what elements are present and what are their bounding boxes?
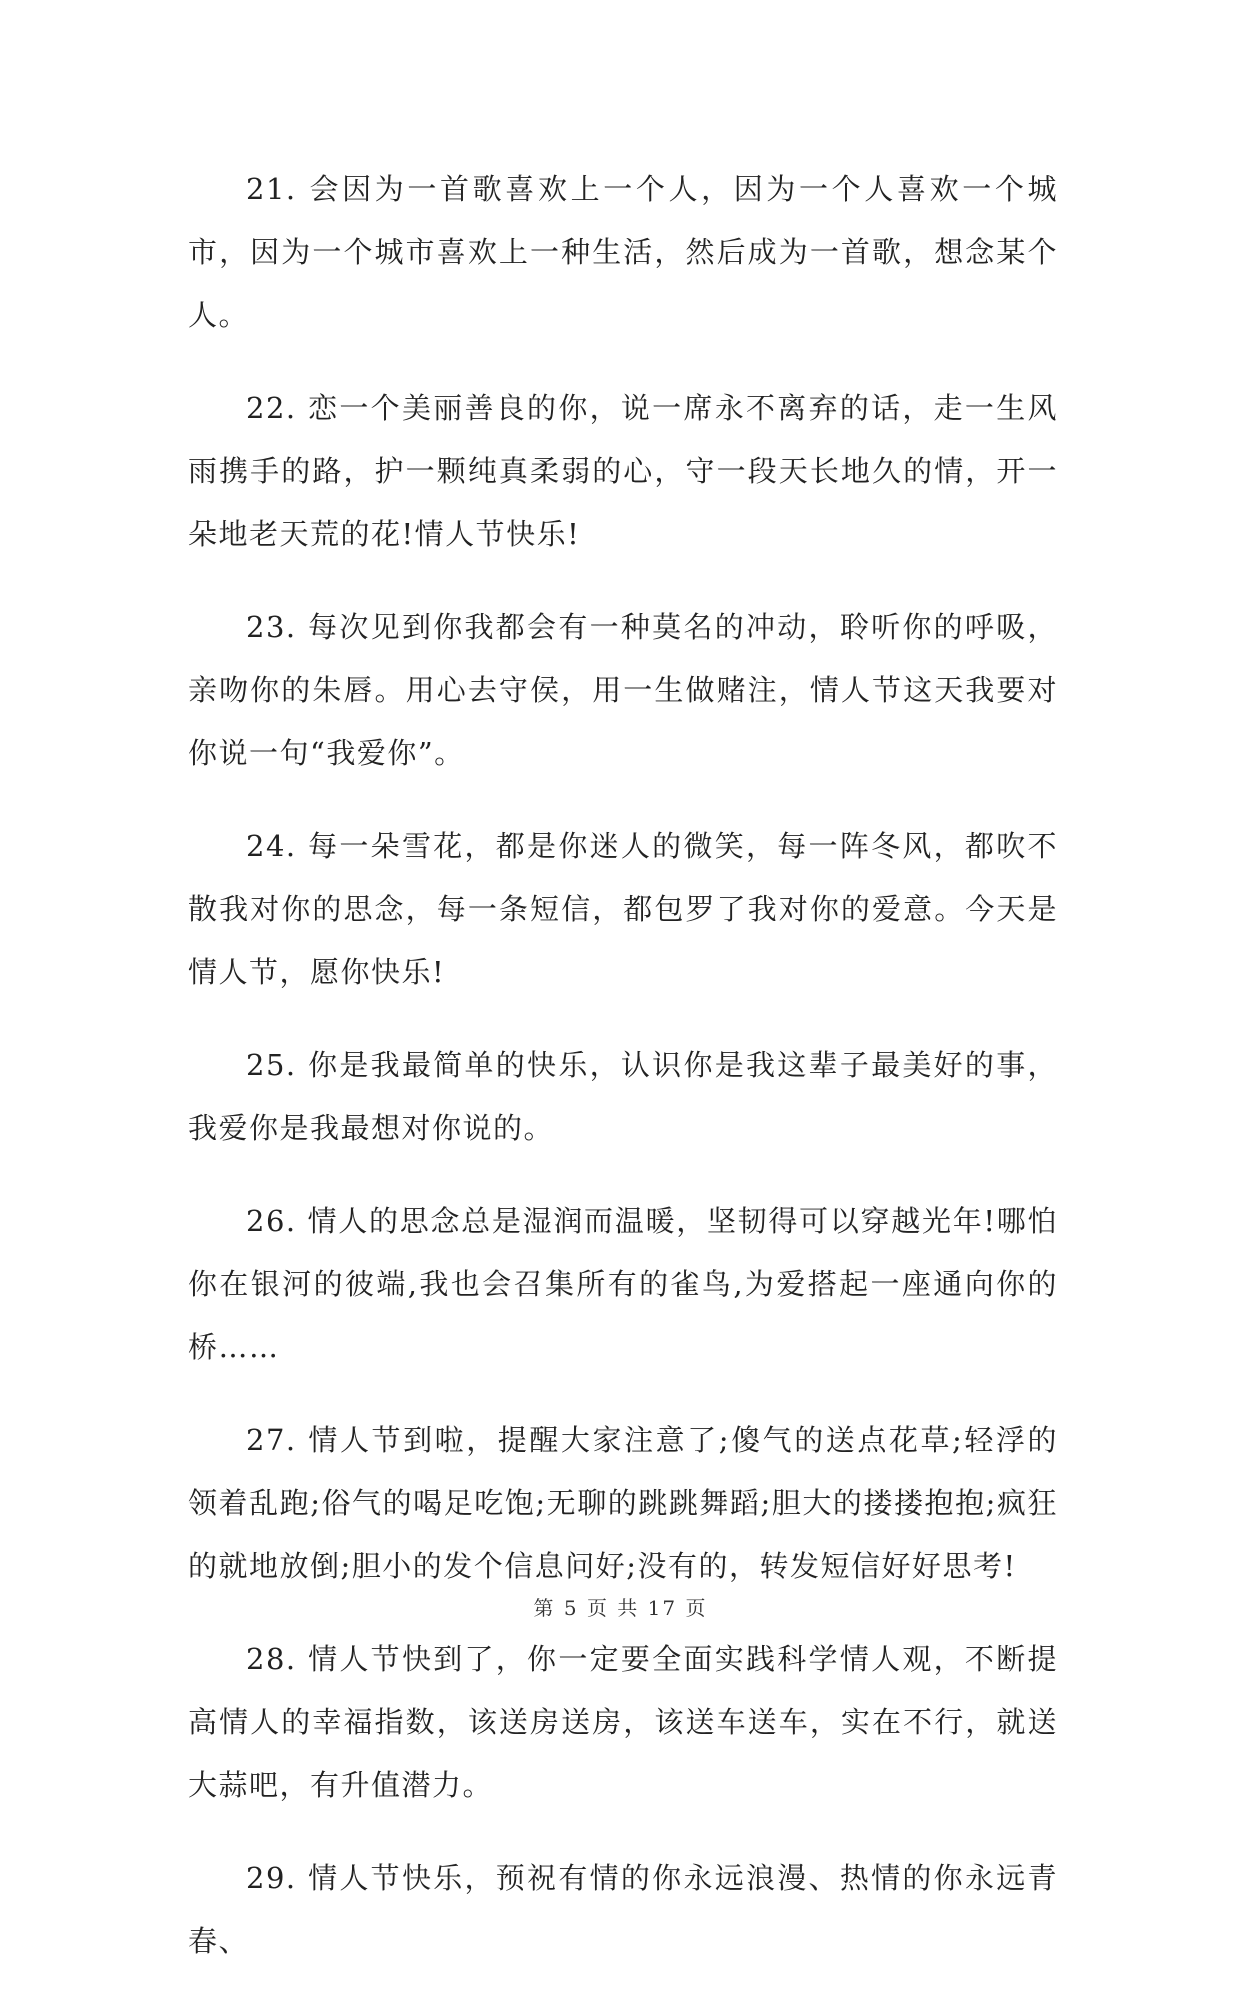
paragraph-text: 每一朵雪花，都是你迷人的微笑，每一阵冬风，都吹不散我对你的思念，每一条短信，都包罗了我对你的爱意。今天是情人节，愿你快乐!: [188, 829, 1058, 989]
paragraph-number: 23.: [246, 610, 297, 644]
paragraph-text: 你是我最简单的快乐，认识你是我这辈子最美好的事，我爱你是我最想对你说的。: [188, 1048, 1058, 1145]
footer-prefix: 第: [533, 1596, 556, 1620]
paragraph-number: 22.: [246, 391, 297, 425]
paragraph-text: 恋一个美丽善良的你，说一席永不离弃的话，走一生风雨携手的路，护一颗纯真柔弱的心，守一段天长地久的情，开一朵地老天荒的花!情人节快乐!: [188, 391, 1058, 551]
footer-middle: 页 共: [586, 1596, 640, 1620]
paragraph-number: 28.: [246, 1642, 297, 1676]
paragraph-number: 21.: [246, 172, 297, 206]
paragraph-text: 情人节快乐，预祝有情的你永远浪漫、热情的你永远青春、: [188, 1861, 1058, 1958]
paragraph-29: [188, 1847, 1058, 1973]
paragraph-26: [188, 1190, 1058, 1379]
page-content: [188, 158, 1058, 2003]
paragraph-text: 情人的思念总是湿润而温暖，坚韧得可以穿越光年!哪怕你在银河的彼端,我也会召集所有的雀鸟,为爱搭起一座通向你的桥……: [188, 1204, 1059, 1364]
paragraph-number: 26.: [246, 1204, 297, 1238]
paragraph-21: [188, 158, 1058, 347]
footer-suffix: 页: [685, 1596, 708, 1620]
page-footer: [0, 1592, 1241, 1621]
paragraph-number: 25.: [246, 1048, 297, 1082]
footer-current-page: 5: [563, 1596, 579, 1620]
paragraph-number: 27.: [246, 1423, 297, 1457]
paragraph-24: [188, 815, 1058, 1004]
paragraph-25: [188, 1034, 1058, 1160]
paragraph-22: [188, 377, 1058, 566]
paragraph-23: [188, 596, 1058, 785]
paragraph-text: 会因为一首歌喜欢上一个人，因为一个人喜欢一个城市，因为一个城市喜欢上一种生活，然后成为一首歌，想念某个人。: [188, 172, 1058, 332]
paragraph-28: [188, 1628, 1058, 1817]
footer-total-pages: 17: [647, 1596, 678, 1620]
paragraph-text: 情人节到啦，提醒大家注意了;傻气的送点花草;轻浮的领着乱跑;俗气的喝足吃饱;无聊的跳跳舞蹈;胆大的搂搂抱抱;疯狂的就地放倒;胆小的发个信息问好;没有的，转发短信好好思考!: [188, 1423, 1059, 1583]
paragraph-number: 24.: [246, 829, 297, 863]
paragraph-number: 29.: [246, 1861, 297, 1895]
paragraph-27: [188, 1409, 1058, 1598]
paragraph-text: 每次见到你我都会有一种莫名的冲动，聆听你的呼吸，亲吻你的朱唇。用心去守侯，用一生做赌注，情人节这天我要对你说一句“我爱你”。: [188, 610, 1058, 770]
paragraph-text: 情人节快到了，你一定要全面实践科学情人观，不断提高情人的幸福指数，该送房送房，该送车送车，实在不行，就送大蒜吧，有升值潜力。: [188, 1642, 1058, 1802]
